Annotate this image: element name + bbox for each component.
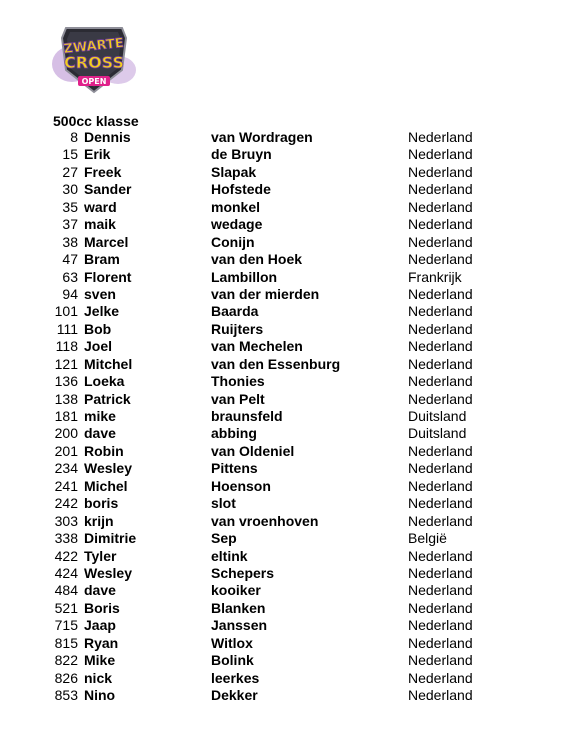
entry-first-name: Wesley — [84, 564, 132, 581]
entry-country: Nederland — [408, 338, 473, 355]
entry-country: Nederland — [408, 233, 473, 250]
entry-first-name: Sander — [84, 181, 132, 198]
entry-row — [0, 565, 568, 582]
entry-number: 118 — [55, 338, 78, 355]
entry-last-name: Thonies — [211, 373, 265, 390]
entry-country: Nederland — [408, 146, 473, 163]
entry-first-name: Michel — [84, 477, 128, 494]
entry-first-name: Marcel — [84, 233, 129, 250]
entry-row — [0, 652, 568, 669]
entry-last-name: leerkes — [211, 669, 260, 686]
entry-number: 201 — [54, 442, 78, 459]
entry-row — [0, 600, 568, 617]
entry-first-name: Joel — [84, 338, 113, 355]
entry-last-name: Ruijters — [211, 320, 264, 337]
entry-country: Frankrijk — [408, 268, 462, 285]
entry-row — [0, 286, 568, 303]
entry-row — [0, 269, 568, 286]
entry-last-name: Lambillon — [211, 268, 278, 285]
entry-first-name: Florent — [84, 268, 132, 285]
entry-last-name: Janssen — [211, 617, 268, 634]
logo-line3: OPEN — [81, 77, 107, 86]
entry-row — [0, 687, 568, 704]
entry-country: Nederland — [408, 251, 473, 268]
entry-last-name: Hoenson — [211, 477, 271, 494]
entry-last-name: van der mierden — [211, 285, 320, 302]
entry-row — [0, 146, 568, 163]
entry-number: 121 — [54, 355, 78, 372]
entry-first-name: Jelke — [84, 303, 120, 320]
entry-row — [0, 129, 568, 146]
entry-first-name: Bob — [84, 320, 112, 337]
entry-country: Nederland — [408, 477, 473, 494]
entry-last-name: Dekker — [211, 687, 258, 703]
entry-number: 30 — [62, 181, 78, 198]
entry-number: 181 — [54, 408, 78, 424]
entry-last-name: Conijn — [211, 233, 255, 250]
entry-row — [0, 391, 568, 408]
entry-first-name: Dimitrie — [84, 530, 137, 547]
entry-country: Nederland — [408, 652, 473, 669]
entry-number: 242 — [54, 495, 78, 512]
entry-first-name: Nino — [84, 687, 116, 703]
entry-country: Nederland — [408, 512, 473, 529]
entry-row — [0, 617, 568, 634]
entry-first-name: Loeka — [84, 373, 125, 390]
entry-number: 136 — [54, 373, 78, 390]
entry-country: Nederland — [408, 599, 473, 616]
entry-country: Nederland — [408, 163, 473, 180]
entry-number: 94 — [62, 285, 78, 302]
entry-number: 234 — [54, 460, 78, 477]
entry-last-name: abbing — [211, 425, 257, 442]
entry-first-name: Erik — [84, 146, 111, 163]
entry-row — [0, 670, 568, 687]
entry-row — [0, 181, 568, 198]
entry-last-name: eltink — [211, 547, 248, 564]
entry-first-name: Tyler — [84, 547, 117, 564]
entry-row — [0, 582, 568, 599]
entry-row — [0, 356, 568, 373]
entry-first-name: Patrick — [84, 390, 131, 407]
entry-row — [0, 635, 568, 652]
entry-first-name: Freek — [84, 163, 122, 180]
entry-row — [0, 234, 568, 251]
entry-country: Nederland — [408, 564, 473, 581]
entry-number: 338 — [54, 530, 78, 547]
entry-country: Nederland — [408, 129, 473, 145]
entry-country: België — [408, 530, 447, 547]
entry-number: 521 — [54, 599, 78, 616]
entry-row — [0, 408, 568, 425]
entry-last-name: Slapak — [211, 163, 257, 180]
entry-first-name: Wesley — [84, 460, 132, 477]
entry-first-name: nick — [84, 669, 113, 686]
entry-number: 8 — [70, 129, 78, 145]
class-title: 500cc klasse — [53, 113, 139, 129]
entry-country: Nederland — [408, 460, 473, 477]
entry-number: 35 — [62, 198, 78, 215]
entry-number: 47 — [62, 251, 78, 268]
entry-first-name: sven — [84, 285, 116, 302]
entry-number: 101 — [54, 303, 78, 320]
entry-row — [0, 460, 568, 477]
entry-last-name: braunsfeld — [211, 408, 283, 424]
entry-country: Nederland — [408, 216, 473, 233]
entry-country: Nederland — [408, 390, 473, 407]
entry-row — [0, 216, 568, 233]
entry-number: 138 — [54, 390, 78, 407]
entry-last-name: van den Essenburg — [211, 355, 341, 372]
entry-last-name: Witlox — [211, 634, 253, 651]
logo-line2: CROSS — [64, 53, 124, 72]
logo-line1: ZWARTE — [62, 35, 125, 58]
entry-last-name: wedage — [211, 216, 263, 233]
entry-row — [0, 425, 568, 442]
entry-country: Nederland — [408, 442, 473, 459]
entry-last-name: Bolink — [211, 652, 254, 669]
entry-country: Nederland — [408, 355, 473, 372]
entry-country: Nederland — [408, 582, 473, 599]
entry-last-name: de Bruyn — [211, 146, 272, 163]
entry-row — [0, 321, 568, 338]
entry-row — [0, 338, 568, 355]
entry-number: 422 — [54, 547, 78, 564]
entry-first-name: Mitchel — [84, 355, 133, 372]
entry-first-name: boris — [84, 495, 119, 512]
entry-number: 484 — [54, 582, 78, 599]
entry-last-name: Hofstede — [211, 181, 271, 198]
entry-number: 27 — [62, 163, 78, 180]
entry-last-name: monkel — [211, 198, 261, 215]
entry-number: 241 — [54, 477, 78, 494]
entry-row — [0, 164, 568, 181]
entry-number: 111 — [56, 320, 78, 337]
entry-first-name: Jaap — [84, 617, 116, 634]
entry-last-name: Baarda — [211, 303, 259, 320]
entry-first-name: dave — [84, 582, 116, 599]
entry-row — [0, 443, 568, 460]
entry-country: Nederland — [408, 547, 473, 564]
entry-first-name: Ryan — [84, 634, 119, 651]
entry-row — [0, 478, 568, 495]
entry-number: 15 — [62, 146, 78, 163]
entry-last-name: van vroenhoven — [211, 512, 319, 529]
entry-row — [0, 251, 568, 268]
entry-number: 37 — [62, 216, 78, 233]
entry-first-name: Robin — [84, 442, 124, 459]
entry-country: Nederland — [408, 303, 473, 320]
entry-country: Nederland — [408, 181, 473, 198]
entry-last-name: van Oldeniel — [211, 442, 295, 459]
entry-first-name: dave — [84, 425, 116, 442]
entry-number: 715 — [54, 617, 78, 634]
entry-number: 424 — [54, 564, 78, 581]
entry-row — [0, 530, 568, 547]
entry-first-name: mike — [84, 408, 116, 424]
zwarte-cross-open-logo — [48, 24, 140, 96]
entry-last-name: van Pelt — [211, 390, 265, 407]
entry-list — [0, 129, 568, 704]
entry-last-name: Sep — [211, 530, 237, 547]
entry-last-name: Blanken — [211, 599, 266, 616]
entry-first-name: Boris — [84, 599, 120, 616]
entry-country: Nederland — [408, 373, 473, 390]
entry-row — [0, 548, 568, 565]
entry-row — [0, 495, 568, 512]
entry-country: Nederland — [408, 669, 473, 686]
entry-first-name: Dennis — [84, 129, 131, 145]
entry-last-name: van Mechelen — [211, 338, 303, 355]
entry-country: Nederland — [408, 320, 473, 337]
entry-number: 815 — [54, 634, 78, 651]
entry-number: 200 — [54, 425, 78, 442]
entry-first-name: krijn — [84, 512, 114, 529]
entry-country: Nederland — [408, 634, 473, 651]
entry-country: Nederland — [408, 617, 473, 634]
entry-country: Nederland — [408, 285, 473, 302]
entry-country: Nederland — [408, 687, 473, 703]
entry-last-name: slot — [211, 495, 236, 512]
entry-row — [0, 513, 568, 530]
entry-country: Nederland — [408, 198, 473, 215]
entry-number: 822 — [54, 652, 78, 669]
entry-number: 853 — [54, 687, 78, 703]
entry-first-name: maik — [84, 216, 116, 233]
entry-number: 38 — [62, 233, 78, 250]
entry-last-name: Pittens — [211, 460, 258, 477]
entry-first-name: Bram — [84, 251, 120, 268]
entry-last-name: kooiker — [211, 582, 261, 599]
entry-country: Duitsland — [408, 425, 467, 442]
entry-number: 303 — [54, 512, 78, 529]
entry-number: 63 — [62, 268, 78, 285]
entry-row — [0, 303, 568, 320]
entry-number: 826 — [54, 669, 78, 686]
entry-country: Duitsland — [408, 408, 467, 424]
entry-last-name: van Wordragen — [211, 129, 313, 145]
entry-first-name: Mike — [84, 652, 116, 669]
logo-shield-icon — [48, 24, 140, 96]
entry-last-name: van den Hoek — [211, 251, 303, 268]
entry-country: Nederland — [408, 495, 473, 512]
entry-row — [0, 199, 568, 216]
entry-first-name: ward — [84, 198, 117, 215]
entry-last-name: Schepers — [211, 564, 275, 581]
entry-row — [0, 373, 568, 390]
